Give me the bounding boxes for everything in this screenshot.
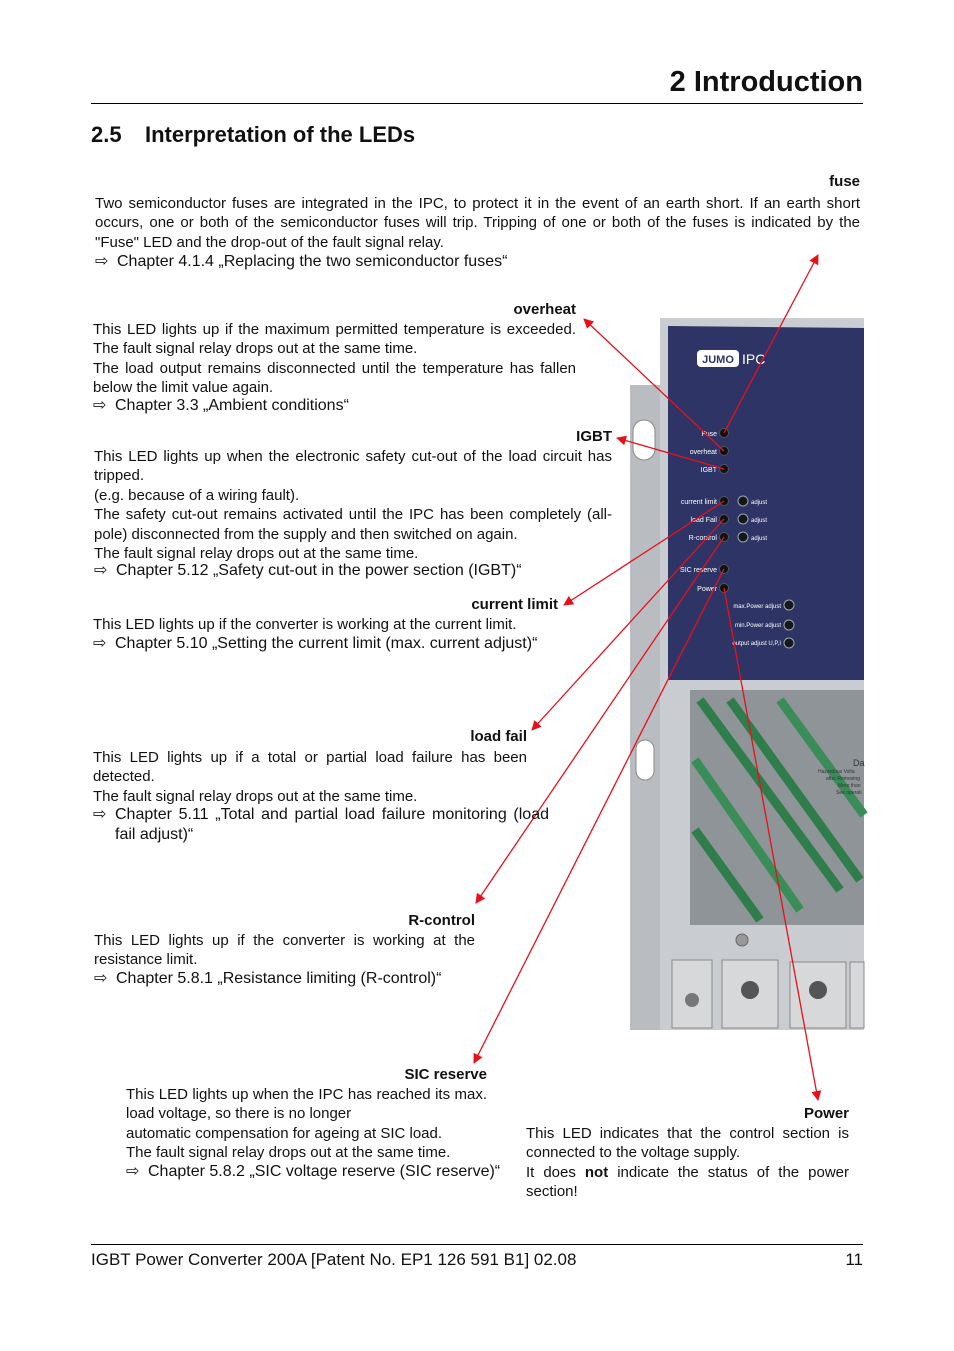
igbt-description: This LED lights up when the electronic safety cut-out of the load circuit has tripped. (e.g. because of a wiring fault). The safety cut-out remains activated until the IPC has been completely (all-pole) disconnected from the supply and then switched on again. The fault signal relay drops out at the same time. [94, 448, 612, 563]
fuse-description: Two semiconductor fuses are integrated in the IPC, to protect it in the event of an earth short. If an earth short occurs, one or both of the semiconductor fuses will trip. Tripping of one or both of the fuses is indicated by the "Fuse" LED and the drop-out of the fault signal relay. [95, 195, 860, 251]
power-description: This LED indicates that the control section is connected to the voltage supply. It does not indicate the status of the power section! [526, 1125, 850, 1201]
pot-label-min: min.Power adjust [734, 623, 781, 629]
label-sic-reserve: SIC reserve [404, 1066, 487, 1083]
panel-label-current-limit: current limit [680, 499, 717, 506]
panel-label-r-control: R-control [688, 535, 717, 542]
current-limit-description: This LED lights up if the converter is working at the current limit. [93, 616, 517, 633]
warning-line-2: Hazardous Volta [818, 769, 855, 775]
label-power: Power [803, 1105, 849, 1122]
section-heading: Interpretation of the LEDs [145, 122, 416, 147]
sic-reserve-description: This LED lights up when the IPC has reached its max. load voltage, so there is no longer automatic compensation for ageing at SIC load. The fault signal relay drops out at the same time. [126, 1086, 487, 1162]
logo-text: JUMO [702, 354, 734, 366]
vent-grille [690, 690, 864, 925]
panel-label-sic-reserve: SIC reserve [680, 567, 717, 574]
chapter-title: 2 Introduction [669, 66, 863, 98]
label-current-limit: current limit [471, 596, 558, 613]
r-control-reference: ⇨ Chapter 5.8.1 „Resistance limiting (R-control)“ [94, 970, 442, 987]
adjust-label-1: adjust [751, 500, 768, 506]
adjust-label-2: adjust [751, 518, 768, 524]
warning-line-3: after Removing [826, 776, 860, 782]
terminal-blocks [672, 960, 864, 1028]
footer-title: IGBT Power Converter 200A [Patent No. EP1 126 591 B1] 02.08 [91, 1250, 577, 1269]
ref-arrow-icon: ⇨ [93, 397, 107, 414]
fuse-reference: ⇨ Chapter 4.1.4 „Replacing the two semiconductor fuses“ [95, 253, 508, 270]
ref-arrow-icon: ⇨ [93, 806, 107, 823]
page-footer [91, 1250, 863, 1270]
label-overheat: overheat [513, 301, 576, 318]
label-igbt: IGBT [576, 428, 612, 445]
ref-arrow-icon: ⇨ [94, 562, 108, 579]
ref-arrow-icon: ⇨ [95, 253, 109, 270]
adjust-label-3: adjust [751, 536, 768, 542]
ref-arrow-icon: ⇨ [93, 635, 107, 652]
r-control-description: This LED lights up if the converter is working at the resistance limit. [94, 932, 475, 969]
load-fail-reference: ⇨ Chapter 5.11 „Total and partial load failure monitoring (load fail adjust)“ [93, 806, 549, 843]
overheat-description: This LED lights up if the maximum permitted temperature is exceeded. The fault signal relay drops out at the same time. The load output remains disconnected until the temperature has fallen below the limit value again. [93, 321, 576, 397]
model-text: IPC [742, 351, 766, 367]
page-number: 11 [845, 1250, 863, 1269]
label-fuse: fuse [829, 173, 860, 190]
pot-current-adjust[interactable] [738, 496, 748, 506]
igbt-reference: ⇨ Chapter 5.12 „Safety cut-out in the power section (IGBT)“ [94, 562, 522, 579]
label-r-control: R-control [408, 912, 475, 929]
pot-output-adjust[interactable] [784, 638, 794, 648]
pot-label-max: max.Power adjust [733, 604, 781, 610]
warning-line-4: More than [838, 783, 861, 789]
ref-arrow-icon: ⇨ [126, 1163, 140, 1180]
pot-r-control-adjust[interactable] [738, 532, 748, 542]
warning-line-5: See operati [836, 790, 862, 796]
panel-label-load-fail: load Fail [690, 517, 717, 524]
current-limit-reference: ⇨ Chapter 5.10 „Setting the current limit (max. current adjust)“ [93, 635, 538, 652]
panel-label-overheat: overheat [689, 449, 717, 456]
warning-line-1: Da [853, 758, 865, 768]
ref-arrow-icon: ⇨ [94, 970, 108, 987]
overheat-reference: ⇨ Chapter 3.3 „Ambient conditions“ [93, 397, 349, 414]
panel-label-fuse: Fuse [701, 431, 717, 438]
pot-load-fail-adjust[interactable] [738, 514, 748, 524]
label-load-fail: load fail [470, 728, 527, 745]
load-fail-description: This LED lights up if a total or partial load failure has been detected. The fault signal relay drops out at the same time. [93, 749, 527, 805]
pot-label-output: output adjust U,P,I [732, 641, 781, 647]
section-number: 2.5 [91, 122, 122, 147]
panel-label-power: Power [697, 586, 717, 593]
sic-reserve-reference: ⇨ Chapter 5.8.2 „SIC voltage reserve (SIC reserve)“ [126, 1163, 501, 1180]
bottom-rule [91, 1244, 863, 1245]
pot-max-power-adjust[interactable] [784, 600, 794, 610]
panel-label-igbt: IGBT [700, 467, 717, 474]
pot-min-power-adjust[interactable] [784, 620, 794, 630]
